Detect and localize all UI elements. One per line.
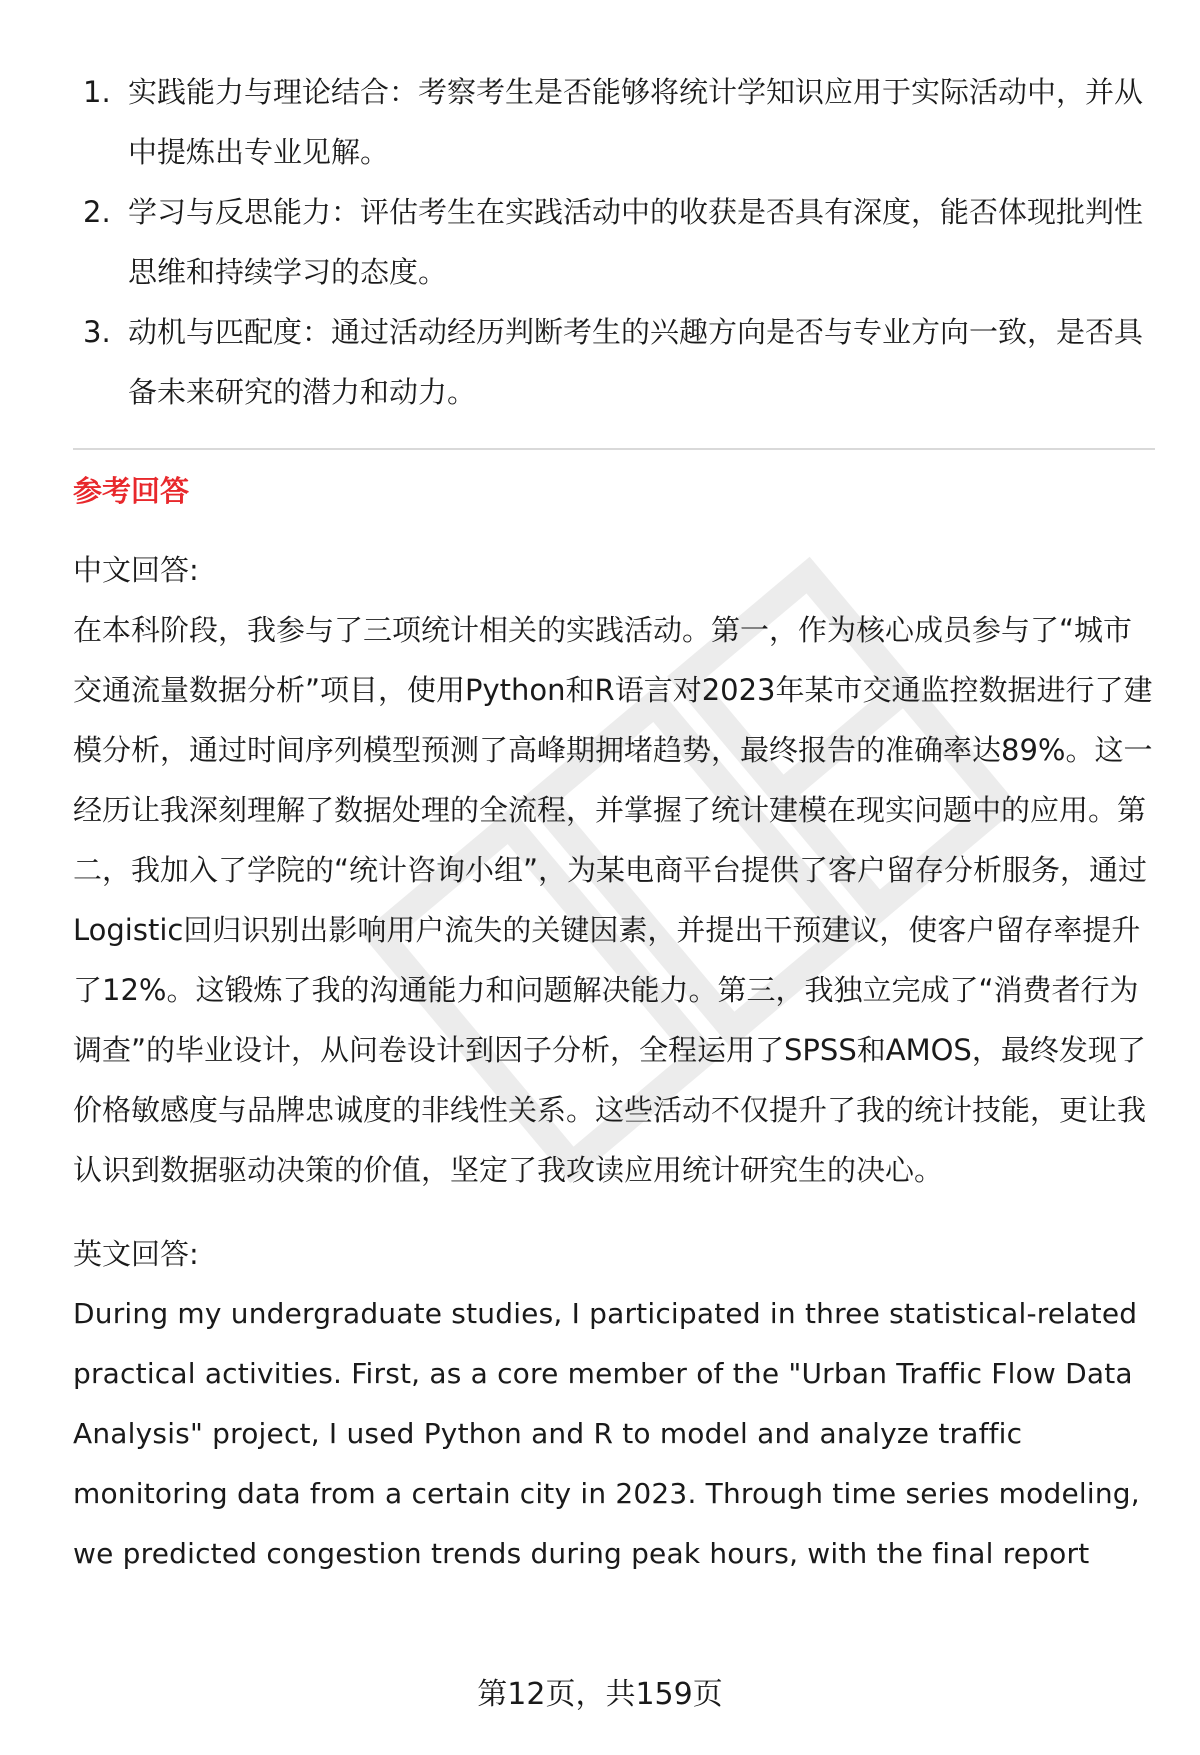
chinese-answer-label: 中文回答:: [73, 553, 199, 587]
list-number: 1.: [83, 75, 111, 109]
page-footer: 第12页，共159页: [477, 1677, 723, 1712]
list-number: 2.: [83, 195, 111, 229]
list-item-text: 学习与反思能力：评估考生在实践活动中的收获是否具有深度，能否体现批判性思维和持续学习的态度。: [128, 195, 1144, 289]
criteria-list: [73, 62, 1155, 422]
section-title: 参考回答: [73, 474, 190, 508]
list-item: [73, 62, 1155, 182]
main-content: [73, 62, 1155, 1584]
list-item-text: 实践能力与理论结合：考察考生是否能够将统计学知识应用于实际活动中，并从中提炼出专业见解。: [128, 75, 1144, 169]
list-item: [73, 302, 1155, 422]
list-number: 3.: [83, 315, 111, 349]
list-item: [73, 182, 1155, 302]
english-answer-label: 英文回答:: [73, 1237, 199, 1271]
english-answer-paragraph: During my undergraduate studies, I participated in three statistical-related practical activities. First, as a core member of the "Urban Traffic Flow Data Analysis" project, I used Python and R to model and analyze traffic monitoring data from a certain city in 2023. Through time series modeling, we predicted congestion trends during peak hours, with the final report: [73, 1297, 1140, 1570]
section-divider: [73, 448, 1155, 450]
chinese-answer-paragraph: 在本科阶段，我参与了三项统计相关的实践活动。第一，作为核心成员参与了“城市交通流量数据分析”项目，使用Python和R语言对2023年某市交通监控数据进行了建模分析，通过时间序列模型预测了高峰期拥堵趋势，最终报告的准确率达89%。这一经历让我深刻理解了数据处理的全流程，并掌握了统计建模在现实问题中的应用。第二，我加入了学院的“统计咨询小组”，为某电商平台提供了客户留存分析服务，通过Logistic回归识别出影响用户流失的关键因素，并提出干预建议，使客户留存率提升了12%。这锻炼了我的沟通能力和问题解决能力。第三，我独立完成了“消费者行为调查”的毕业设计，从问卷设计到因子分析，全程运用了SPSS和AMOS，最终发现了价格敏感度与品牌忠诚度的非线性关系。这些活动不仅提升了我的统计技能，更让我认识到数据驱动决策的价值，坚定了我攻读应用统计研究生的决心。: [73, 613, 1153, 1187]
list-item-text: 动机与匹配度：通过活动经历判断考生的兴趣方向是否与专业方向一致，是否具备未来研究的潜力和动力。: [128, 315, 1144, 409]
